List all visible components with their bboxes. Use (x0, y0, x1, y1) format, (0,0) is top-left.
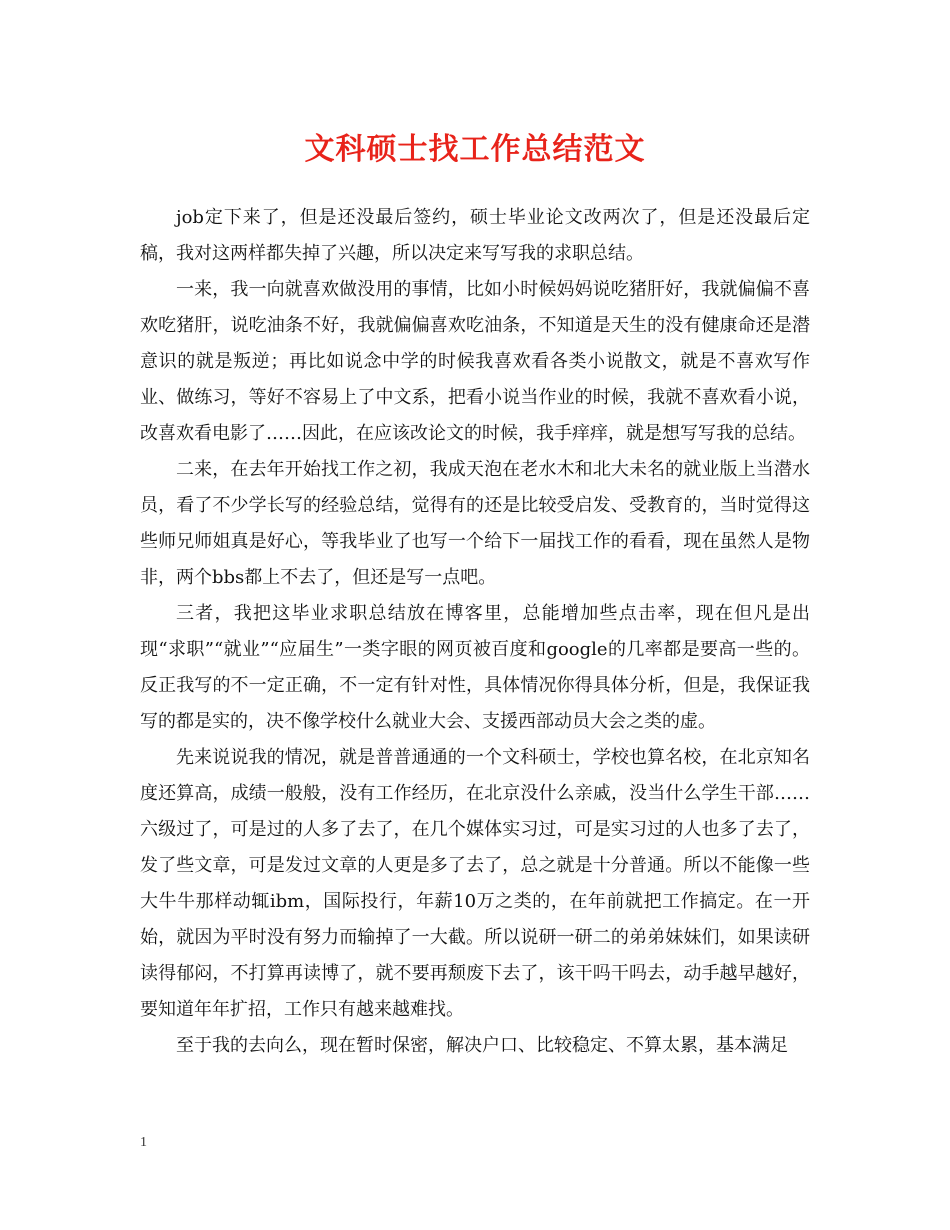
paragraph: 先来说说我的情况，就是普普通通的一个文科硕士，学校也算名校，在北京知名度还算高，成绩一般般，没有工作经历，在北京没什么亲戚，没当什么学生干部……六级过了，可是过的人多了去了，在几个媒体实习过，可是实习过的人也多了去了，发了些文章，可是发过文章的人更是多了去了，总之就是十分普通。所以不能像一些大牛牛那样动辄ibm，国际投行，年薪10万之类的，在年前就把工作搞定。在一开始，就因为平时没有努力而输掉了一大截。所以说研一研二的弟弟妹妹们，如果读研读得郁闷，不打算再读博了，就不要再颓废下去了，该干吗干吗去，动手越早越好，要知道年年扩招，工作只有越来越难找。 (140, 747, 810, 1020)
paragraph: 至于我的去向么，现在暂时保密，解决户口、比较稳定、不算太累，基本满足 (176, 1035, 788, 1056)
paragraph: job定下来了，但是还没最后签约，硕士毕业论文改两次了，但是还没最后定稿，我对这两样都失掉了兴趣，所以决定来写写我的求职总结。 (140, 207, 810, 264)
paragraph: 一来，我一向就喜欢做没用的事情，比如小时候妈妈说吃猪肝好，我就偏偏不喜欢吃猪肝，说吃油条不好，我就偏偏喜欢吃油条，不知道是天生的没有健康命还是潜意识的就是叛逆；再比如说念中学的时候我喜欢看各类小说散文，就是不喜欢写作业、做练习，等好不容易上了中文系，把看小说当作业的时候，我就不喜欢看小说，改喜欢看电影了……因此，在应该改论文的时候，我手痒痒，就是想写写我的总结。 (140, 279, 810, 444)
page-number: 1 (140, 1135, 147, 1150)
paragraph: 二来，在去年开始找工作之初，我成天泡在老水木和北大未名的就业版上当潜水员，看了不少学长写的经验总结，觉得有的还是比较受启发、受教育的，当时觉得这些师兄师姐真是好心，等我毕业了也写一个给下一届找工作的看看，现在虽然人是物非，两个bbs都上不去了，但还是写一点吧。 (140, 459, 810, 588)
document-body (140, 200, 810, 1064)
document-title: 文科硕士找工作总结范文 (304, 132, 646, 167)
paragraph: 三者，我把这毕业求职总结放在博客里，总能增加些点击率，现在但凡是出现“求职”“就业”“应届生”一类字眼的网页被百度和google的几率都是要高一些的。反正我写的不一定正确，不一定有针对性，具体情况你得具体分析，但是，我保证我写的都是实的，决不像学校什么就业大会、支援西部动员大会之类的虚。 (140, 603, 810, 732)
